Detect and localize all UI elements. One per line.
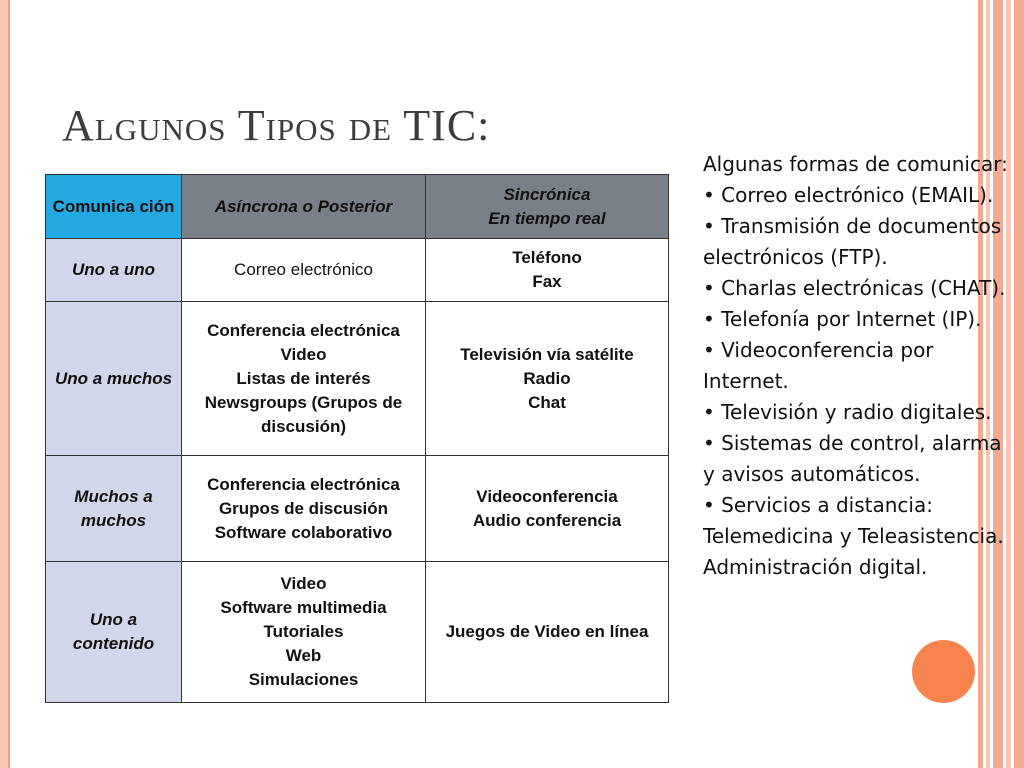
- cell-line: Listas de interés: [236, 368, 371, 388]
- side-list-item: • Transmisión de documentos electrónicos (FTP).: [703, 214, 1002, 269]
- cell-line: Conferencia electrónica: [207, 474, 400, 494]
- table-row: [46, 456, 669, 562]
- sync-cell: [426, 562, 669, 703]
- side-list-item: • Sistemas de control, alarma y avisos automáticos.: [703, 431, 1002, 486]
- header-communication-line: Comunica ción: [52, 196, 175, 216]
- header-communication: [46, 175, 182, 239]
- side-list-item: • Televisión y radio digitales.: [703, 400, 992, 424]
- cell-line: Software multimedia: [220, 598, 387, 617]
- cell-line: Juegos de Video en línea: [445, 622, 649, 641]
- cell-line: Software colaborativo: [214, 522, 393, 542]
- cell-line: Newsgroups (Grupos de discusión): [204, 392, 403, 436]
- side-intro: Algunas formas de comunicar:: [703, 152, 1008, 176]
- header-async-line: Asíncrona o Posterior: [214, 196, 393, 216]
- cell-line: Radio: [523, 368, 571, 388]
- cell-line: Grupos de discusión: [218, 498, 389, 518]
- cell-line: Simulaciones: [248, 670, 359, 689]
- cell-line: Tutoriales: [263, 622, 344, 641]
- side-list-item: • Videoconferencia por Internet.: [703, 338, 934, 393]
- cell-line: Web: [285, 646, 322, 665]
- right-decorative-stripe: [1014, 0, 1024, 768]
- table-row: [46, 239, 669, 302]
- cell-line: Televisión vía satélite: [460, 344, 634, 364]
- row-label: Muchos a muchos: [46, 456, 182, 562]
- sync-cell: [426, 456, 669, 562]
- header-sync: [426, 175, 669, 239]
- table-row: [46, 562, 669, 703]
- side-list-item: • Charlas electrónicas (CHAT).: [703, 276, 1006, 300]
- tic-table: [45, 174, 669, 703]
- sync-cell: [426, 302, 669, 456]
- header-sync-line: Sincrónica: [503, 184, 591, 204]
- async-cell: [182, 562, 426, 703]
- table-header-row: [46, 175, 669, 239]
- table-row: [46, 302, 669, 456]
- header-sync-line: En tiempo real: [488, 208, 606, 228]
- row-label: Uno a muchos: [46, 302, 182, 456]
- async-cell: [182, 302, 426, 456]
- cell-line: Video: [280, 574, 327, 593]
- cell-line: Teléfono: [512, 248, 582, 267]
- cell-line: Chat: [528, 392, 566, 412]
- cell-line: Fax: [532, 272, 562, 291]
- side-list-item: • Telefonía por Internet (IP).: [703, 307, 982, 331]
- cell-line: Audio conferencia: [472, 510, 622, 530]
- side-list-item: • Servicios a distancia: Telemedicina y Teleasistencia.: [703, 493, 1004, 548]
- row-label: Uno a contenido: [46, 562, 182, 703]
- sync-cell: [426, 239, 669, 302]
- cell-line: Video: [280, 344, 327, 364]
- side-text: [703, 149, 1013, 583]
- left-decorative-stripe: [0, 0, 10, 768]
- cell-line: Conferencia electrónica: [207, 320, 400, 340]
- cell-line: Videoconferencia: [476, 486, 618, 506]
- side-outro: Administración digital.: [703, 555, 928, 579]
- header-async: [182, 175, 426, 239]
- decorative-circle: [912, 640, 975, 703]
- async-cell: [182, 456, 426, 562]
- async-cell: [182, 239, 426, 302]
- side-list-item: • Correo electrónico (EMAIL).: [703, 183, 994, 207]
- row-label: Uno a uno: [46, 239, 182, 302]
- page-title: Algunos Tipos de TIC:: [62, 101, 491, 150]
- cell-line: Correo electrónico: [234, 260, 373, 279]
